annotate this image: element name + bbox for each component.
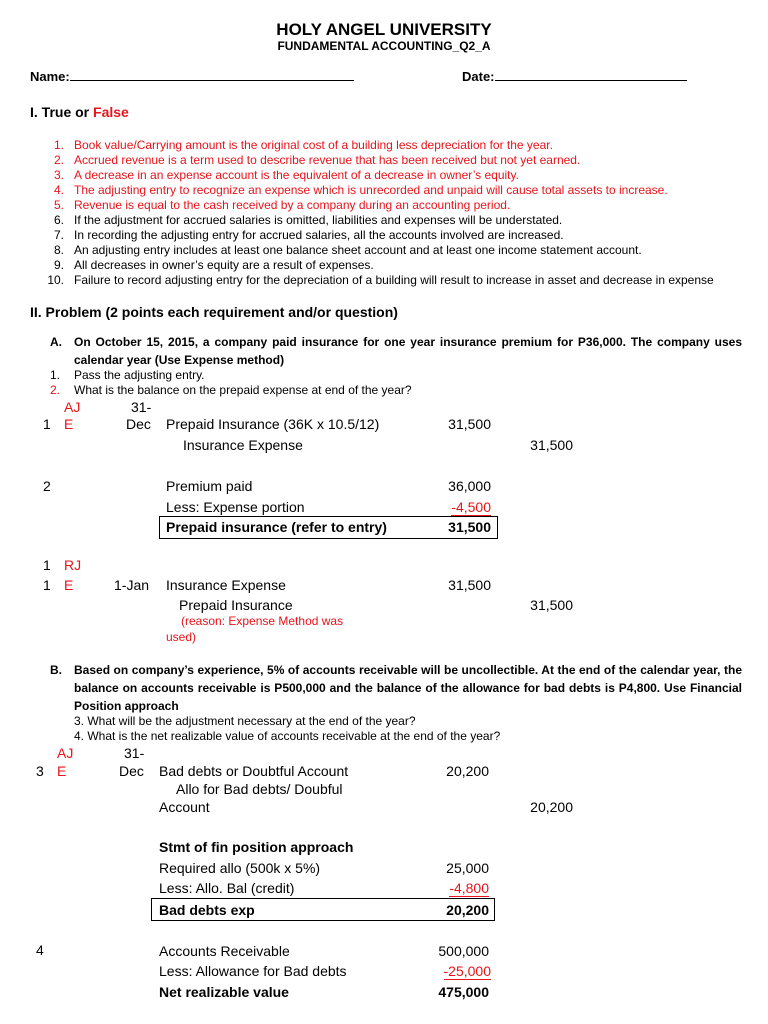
tf-item bbox=[30, 138, 714, 153]
b-stmt-row1: Required allo (500k x 5%) bbox=[159, 860, 321, 876]
b-stmt-row2-amt: -4,800 bbox=[449, 880, 489, 896]
problem-b-q4: 4. What is the net realizable value of accounts receivable at the end of the year? bbox=[74, 729, 501, 743]
b-nrv-row2-amt: -25,000 bbox=[443, 963, 491, 979]
tf-item-number: 10. bbox=[47, 273, 64, 287]
tf-item-text: Failure to record adjusting entry for the depreciation of a building will result to increase in asset and decrease in expense bbox=[74, 273, 714, 287]
a-aj-credit: Insurance Expense bbox=[183, 437, 303, 453]
problem-b-q3: 3. What will be the adjustment necessary at the end of the year? bbox=[74, 714, 416, 728]
a-rj-label-2: E bbox=[64, 577, 74, 593]
a-comp-num: 2 bbox=[43, 478, 51, 494]
b-aj-date-2: Dec bbox=[119, 763, 144, 779]
b-nrv-total: Net realizable value bbox=[159, 984, 289, 1000]
problem-a-q2: 2. What is the balance on the prepaid expense at end of the year? bbox=[50, 383, 412, 397]
tf-item-text: If the adjustment for accrued salaries is omitted, liabilities and expenses will be understated. bbox=[74, 213, 563, 227]
a-aj-label-1: AJ bbox=[64, 399, 81, 415]
tf-item bbox=[30, 153, 714, 168]
a-aj-num: 1 bbox=[43, 416, 51, 432]
b-aj-num: 3 bbox=[36, 763, 44, 779]
a-rj-debit-amt: 31,500 bbox=[448, 577, 491, 593]
a-comp-total: Prepaid insurance (refer to entry) bbox=[166, 519, 387, 535]
a-rj-date: 1-Jan bbox=[114, 577, 150, 593]
tf-item-text: The adjusting entry to recognize an expense which is unrecorded and unpaid will cause total assets to increase. bbox=[74, 183, 668, 197]
name-line bbox=[70, 68, 354, 81]
tf-item-number: 3. bbox=[53, 168, 64, 182]
tf-item-number: 8. bbox=[53, 243, 64, 257]
a-comp-row1: Premium paid bbox=[166, 478, 253, 494]
tf-item-number: 2. bbox=[53, 153, 64, 167]
tf-item-text: Book value/Carrying amount is the original cost of a building less depreciation for the year. bbox=[74, 138, 553, 152]
problem-a-letter: A. bbox=[50, 335, 62, 349]
tf-item-number: 4. bbox=[53, 183, 64, 197]
b-nrv-num: 4 bbox=[36, 942, 44, 958]
b-aj-date-1: 31- bbox=[124, 745, 145, 761]
tf-item bbox=[30, 258, 714, 273]
b-stmt-row2: Less: Allo. Bal (credit) bbox=[159, 880, 295, 896]
b-stmt-total: Bad debts exp bbox=[159, 902, 255, 918]
true-false-list bbox=[30, 138, 714, 288]
b-aj-debit-amt: 20,200 bbox=[446, 763, 489, 779]
a-aj-date-1: 31- bbox=[131, 399, 152, 415]
b-aj-credit-amt: 20,200 bbox=[530, 799, 573, 815]
course-title: FUNDAMENTAL ACCOUNTING_Q2_A bbox=[277, 39, 491, 53]
tf-item-number: 6. bbox=[53, 213, 64, 227]
tf-item bbox=[30, 228, 714, 243]
problem-a-text: On October 15, 2015, a company paid insurance for one year insurance premium for P36,000. The company uses calendar year (Use Expense method) bbox=[74, 335, 742, 367]
b-aj-debit: Bad debts or Doubtful Account bbox=[159, 763, 349, 779]
a-rj-credit-amt: 31,500 bbox=[530, 597, 573, 613]
b-nrv-total-amt: 475,000 bbox=[438, 984, 489, 1000]
section1-title bbox=[30, 104, 129, 120]
b-nrv-row2: Less: Allowance for Bad debts bbox=[159, 963, 347, 979]
tf-item-text: In recording the adjusting entry for accrued salaries, all the accounts involved are increased. bbox=[74, 228, 564, 242]
name-field bbox=[30, 68, 354, 84]
tf-item-text: A decrease in an expense account is the equivalent of a decrease in owner’s equity. bbox=[74, 168, 519, 182]
tf-item-number: 1. bbox=[53, 138, 64, 152]
a-comp-row2: Less: Expense portion bbox=[166, 499, 305, 515]
tf-item-number: 9. bbox=[53, 258, 64, 272]
a-aj-label-2: E bbox=[64, 416, 74, 432]
b-stmt-title: Stmt of fin position approach bbox=[159, 839, 354, 855]
date-label: Date: bbox=[462, 69, 495, 84]
b-aj-credit-2: Account bbox=[159, 799, 210, 815]
name-label: Name: bbox=[30, 69, 70, 84]
section2-title: II. Problem (2 points each requirement and/or question) bbox=[30, 304, 398, 320]
section1-title-false: False bbox=[93, 104, 129, 120]
b-stmt-total-amt: 20,200 bbox=[446, 902, 489, 918]
a-rj-reason-2: used) bbox=[166, 630, 197, 644]
a-aj-debit: Prepaid Insurance (36K x 10.5/12) bbox=[166, 416, 380, 432]
a-comp-row2-amt: -4,500 bbox=[451, 499, 491, 515]
tf-item bbox=[30, 168, 714, 183]
a-aj-debit-amt: 31,500 bbox=[448, 416, 491, 432]
b-nrv-row1: Accounts Receivable bbox=[159, 943, 290, 959]
date-line bbox=[495, 68, 687, 81]
a-rj-num-2: 1 bbox=[43, 577, 51, 593]
problem-b-text: Based on company’s experience, 5% of accounts receivable will be uncollectible. At the end of the calendar year, the balance on accounts receivable is P500,000 and the balance of the allowance for bad debts is P4,800. Use Financial Position approach bbox=[74, 663, 742, 713]
a-rj-label-1: RJ bbox=[64, 557, 82, 573]
tf-item-number: 7. bbox=[53, 228, 64, 242]
b-aj-label-2: E bbox=[57, 763, 67, 779]
b-nrv-row1-amt: 500,000 bbox=[438, 943, 489, 959]
tf-item-text: An adjusting entry includes at least one balance sheet account and at least one income statement account. bbox=[74, 243, 642, 257]
a-aj-date-2: Dec bbox=[126, 416, 151, 432]
tf-item-number: 5. bbox=[53, 198, 64, 212]
tf-item-text: Accrued revenue is a term used to describe revenue that has been received but not yet earned. bbox=[74, 153, 581, 167]
a-comp-row1-amt: 36,000 bbox=[448, 478, 491, 494]
a-comp-total-amt: 31,500 bbox=[448, 519, 491, 535]
tf-item bbox=[30, 273, 714, 288]
tf-item-text: All decreases in owner’s equity are a result of expenses. bbox=[74, 258, 374, 272]
tf-item bbox=[30, 198, 714, 213]
problem-b-letter: B. bbox=[50, 663, 62, 677]
university-title: HOLY ANGEL UNIVERSITY bbox=[276, 20, 492, 39]
section1-title-prefix: I. True or bbox=[30, 104, 94, 120]
b-stmt-row1-amt: 25,000 bbox=[446, 860, 489, 876]
b-aj-credit-1: Allo for Bad debts/ Doubful bbox=[176, 781, 343, 797]
a-rj-debit: Insurance Expense bbox=[166, 577, 286, 593]
a-rj-num-1: 1 bbox=[43, 557, 51, 573]
date-field bbox=[462, 68, 687, 84]
tf-item bbox=[30, 183, 714, 198]
problem-a-q1: 1. Pass the adjusting entry. bbox=[50, 368, 205, 382]
a-rj-reason-1: (reason: Expense Method was bbox=[181, 614, 344, 628]
a-rj-credit: Prepaid Insurance bbox=[179, 597, 293, 613]
a-aj-credit-amt: 31,500 bbox=[530, 437, 573, 453]
b-aj-label-1: AJ bbox=[57, 745, 74, 761]
tf-item bbox=[30, 243, 714, 258]
tf-item-text: Revenue is equal to the cash received by a company during an accounting period. bbox=[74, 198, 511, 212]
tf-item bbox=[30, 213, 714, 228]
